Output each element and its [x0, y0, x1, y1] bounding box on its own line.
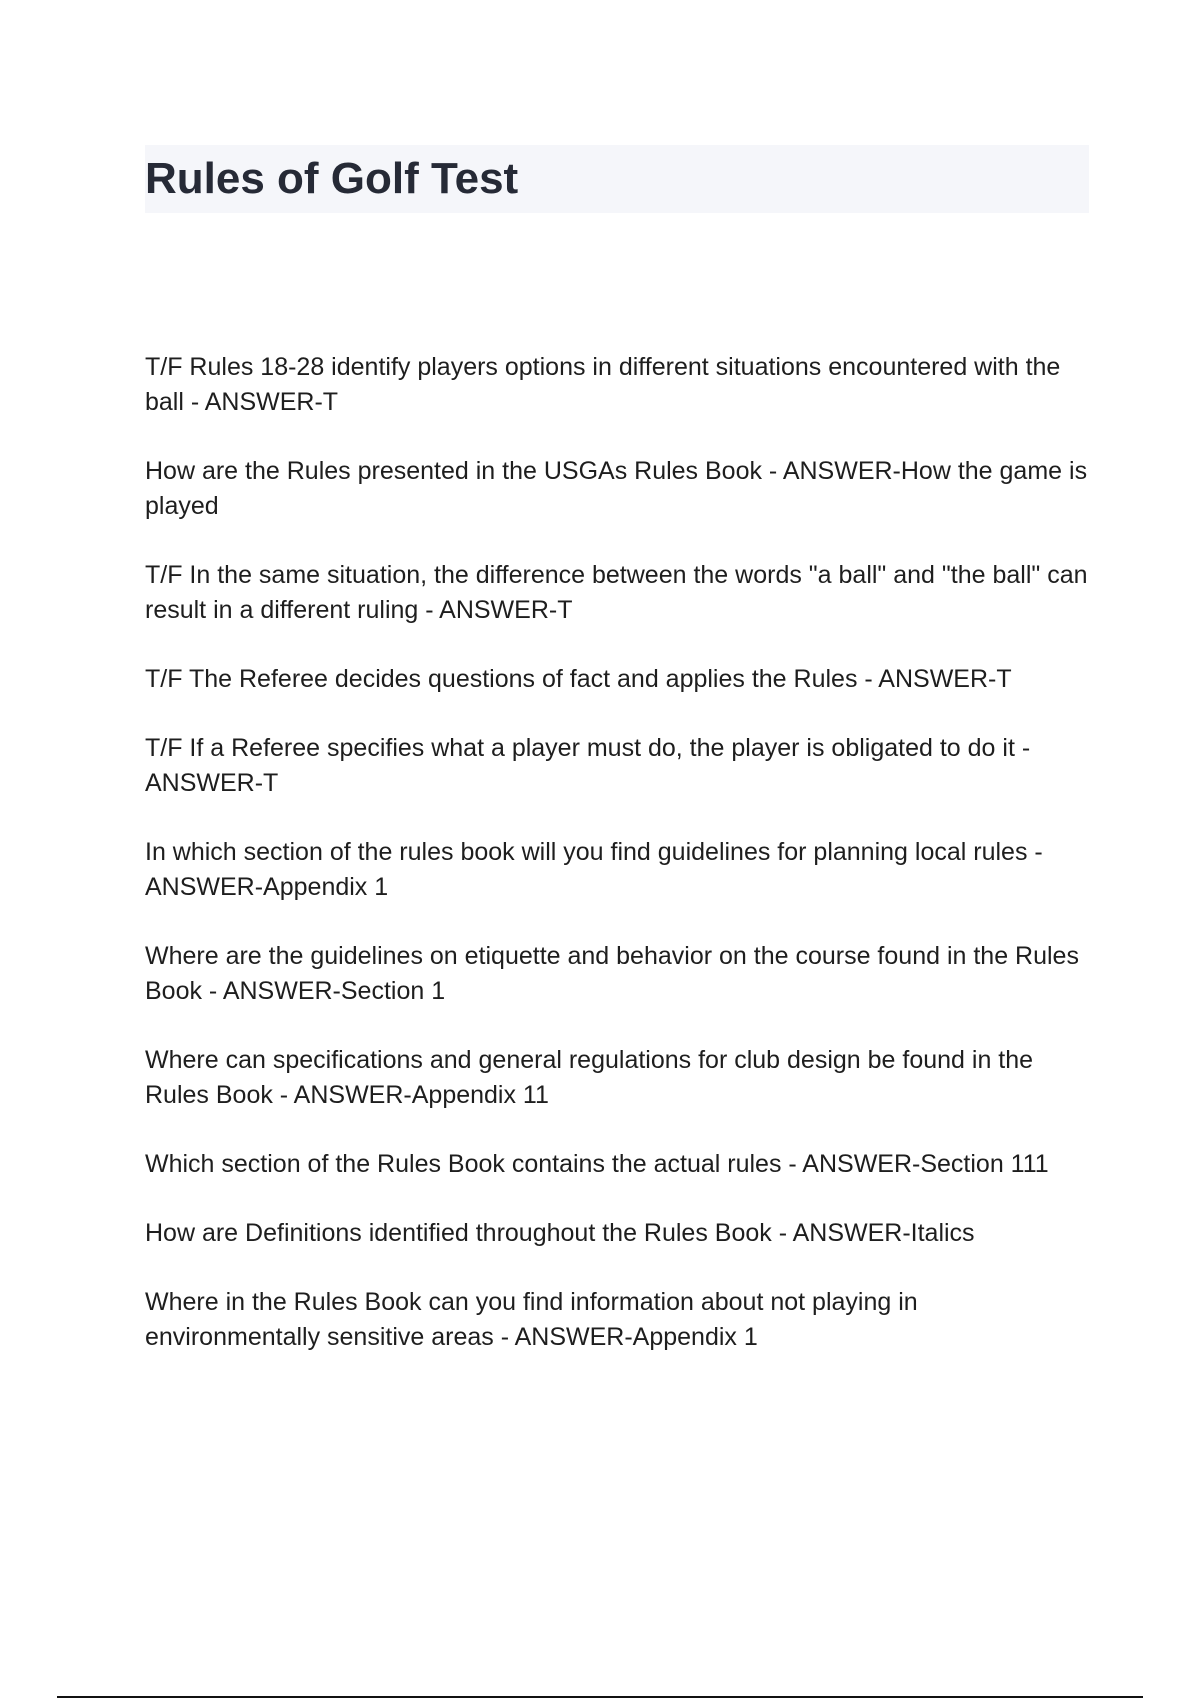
qa-item: T/F In the same situation, the difference between the words "a ball" and "the ball" can result in a different ruling - ANSWER-T: [145, 561, 1088, 624]
qa-list: [145, 350, 1095, 1389]
qa-item: T/F If a Referee specifies what a player must do, the player is obligated to do it - ANSWER-T: [145, 734, 1031, 797]
title-banner: [145, 145, 1089, 213]
qa-item: How are Definitions identified throughout the Rules Book - ANSWER-Italics: [145, 1219, 975, 1247]
footer-divider: [57, 1696, 1143, 1698]
qa-item: How are the Rules presented in the USGAs Rules Book - ANSWER-How the game is played: [145, 457, 1088, 520]
qa-item: T/F Rules 18-28 identify players options in different situations encountered with the ball - ANSWER-T: [145, 353, 1061, 416]
qa-item: In which section of the rules book will you find guidelines for planning local rules - ANSWER-Appendix 1: [145, 838, 1043, 901]
qa-item: Where in the Rules Book can you find information about not playing in environmentally sensitive areas - ANSWER-Appendix 1: [145, 1288, 918, 1351]
qa-item: T/F The Referee decides questions of fact and applies the Rules - ANSWER-T: [145, 665, 1012, 693]
qa-item: Where can specifications and general regulations for club design be found in the Rules Book - ANSWER-Appendix 11: [145, 1046, 1034, 1109]
qa-item: Which section of the Rules Book contains the actual rules - ANSWER-Section 111: [145, 1150, 1049, 1178]
page-title: Rules of Golf Test: [145, 154, 519, 203]
qa-item: Where are the guidelines on etiquette and behavior on the course found in the Rules Book - ANSWER-Section 1: [145, 942, 1079, 1005]
